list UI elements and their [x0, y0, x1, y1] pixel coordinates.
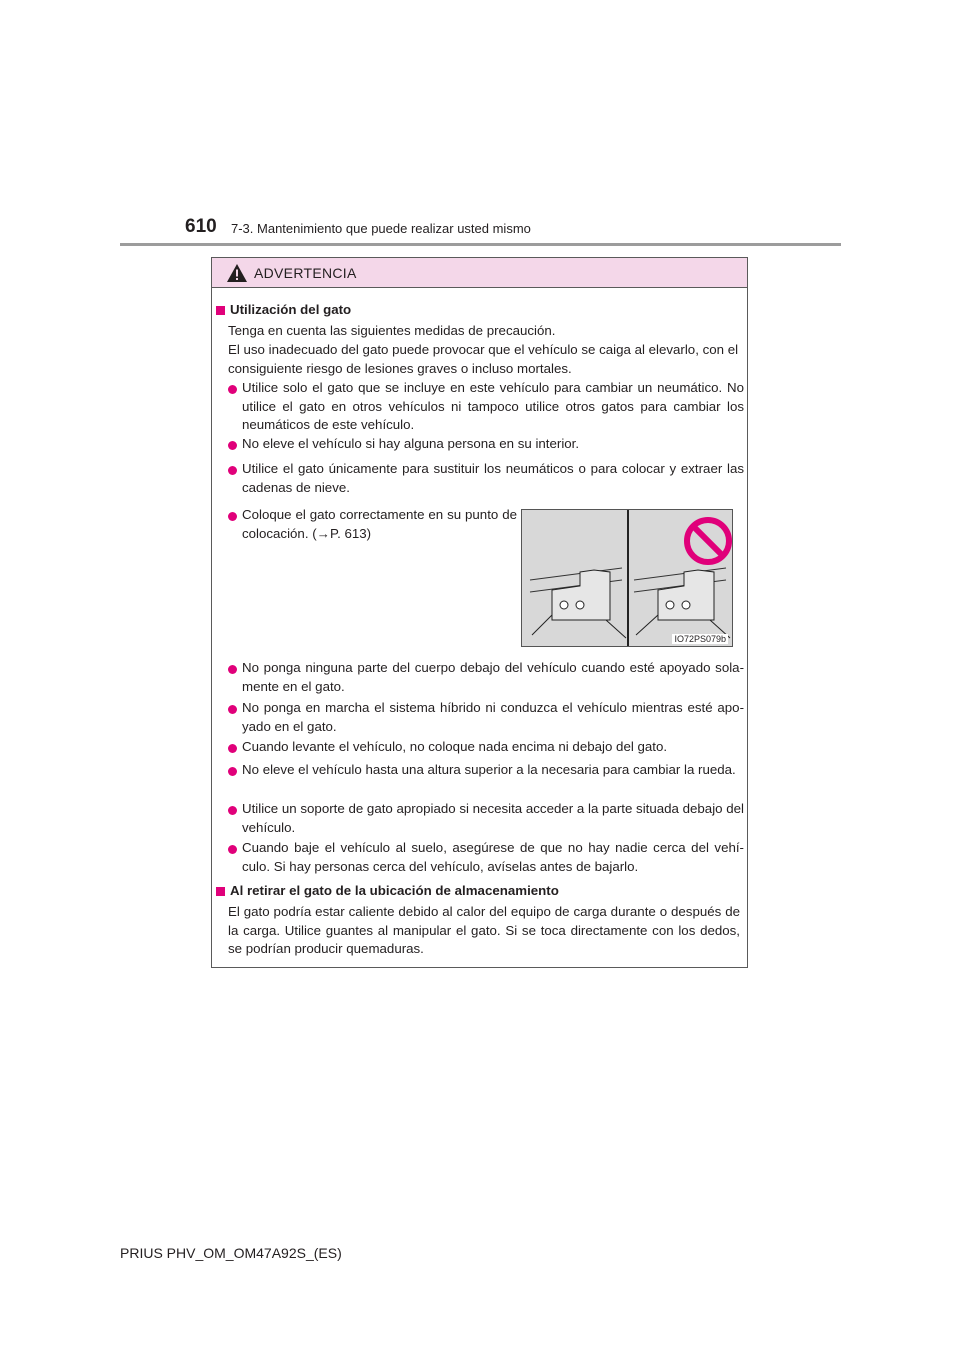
warning-triangle-icon: [226, 263, 248, 283]
page-number: 610: [185, 216, 217, 237]
bullet-text: Cuando baje el vehículo al suelo, asegúrese de que no hay nadie cerca del vehí-culo. Si hay personas cerca del vehículo, avíselas antes de bajarlo.: [242, 840, 744, 874]
square-bullet-icon: [216, 306, 225, 315]
bullet-icon: [228, 806, 237, 815]
bullet-icon: [228, 767, 237, 776]
bullet-text: No eleve el vehículo si hay alguna persona en su interior.: [242, 436, 580, 451]
storage-warning-text: El gato podría estar caliente debido al calor del equipo de carga durante o después de la carga. Utilice guantes al manipular el gato. Si se toca directamente con los dedos, se podrían producir quemaduras.: [228, 904, 740, 956]
footer-doc-code: PRIUS PHV_OM_OM47A92S_(ES): [120, 1245, 342, 1261]
section-heading-text: Utilización del gato: [230, 302, 352, 317]
square-bullet-icon: [216, 887, 225, 896]
bullet-text: No eleve el vehículo hasta una altura superior a la necesaria para cambiar la rueda.: [242, 762, 736, 777]
warning-title: ADVERTENCIA: [254, 264, 357, 281]
bullet-icon: [228, 385, 237, 394]
section-heading-jack-use: [216, 301, 351, 320]
bullet-icon: [228, 705, 237, 714]
bullet-icon: [228, 441, 237, 450]
illustration-code: IO72PS079b: [674, 634, 726, 644]
warning-header: [212, 258, 747, 288]
header-rule: [120, 243, 841, 246]
bullet-text: Utilice un soporte de gato apropiado si necesita acceder a la parte situada debajo del vehículo.: [242, 801, 744, 835]
bullet-icon: [228, 665, 237, 674]
jack-placement-illustration: [521, 509, 733, 647]
bullet-text: No ponga en marcha el sistema híbrido ni conduzca el vehículo mientras esté apo-yado en el gato.: [242, 700, 744, 734]
bullet-text: No ponga ninguna parte del cuerpo debajo del vehículo cuando esté apoyado sola-mente en el gato.: [242, 660, 744, 694]
bullet-icon: [228, 512, 237, 521]
bullet-text: Coloque el gato correctamente en su punto de colocación. (→P. 613): [242, 507, 517, 541]
intro-line-2: El uso inadecuado del gato puede provocar que el vehículo se caiga al elevarlo, con el consiguiente riesgo de lesiones graves o incluso mortales.: [228, 342, 739, 376]
bullet-text: Cuando levante el vehículo, no coloque nada encima ni debajo del gato.: [242, 739, 668, 754]
warning-box: [211, 257, 748, 968]
bullet-text: Utilice solo el gato que se incluye en este vehículo para cambiar un neumático. No utilice el gato en otros vehículos ni tampoco utilice otros gatos para cambiar los neumáticos de este vehículo.: [242, 380, 744, 432]
bullet-icon: [228, 845, 237, 854]
intro-line-1: Tenga en cuenta las siguientes medidas de precaución.: [228, 323, 556, 338]
section-title: 7-3. Mantenimiento que puede realizar usted mismo: [231, 221, 531, 236]
bullet-text: Utilice el gato únicamente para sustituir los neumáticos o para colocar y extraer las cadenas de nieve.: [242, 461, 744, 495]
section-heading-text: Al retirar el gato de la ubicación de almacenamiento: [230, 883, 559, 898]
section-heading-jack-storage: [216, 882, 559, 901]
bullet-icon: [228, 744, 237, 753]
bullet-icon: [228, 466, 237, 475]
